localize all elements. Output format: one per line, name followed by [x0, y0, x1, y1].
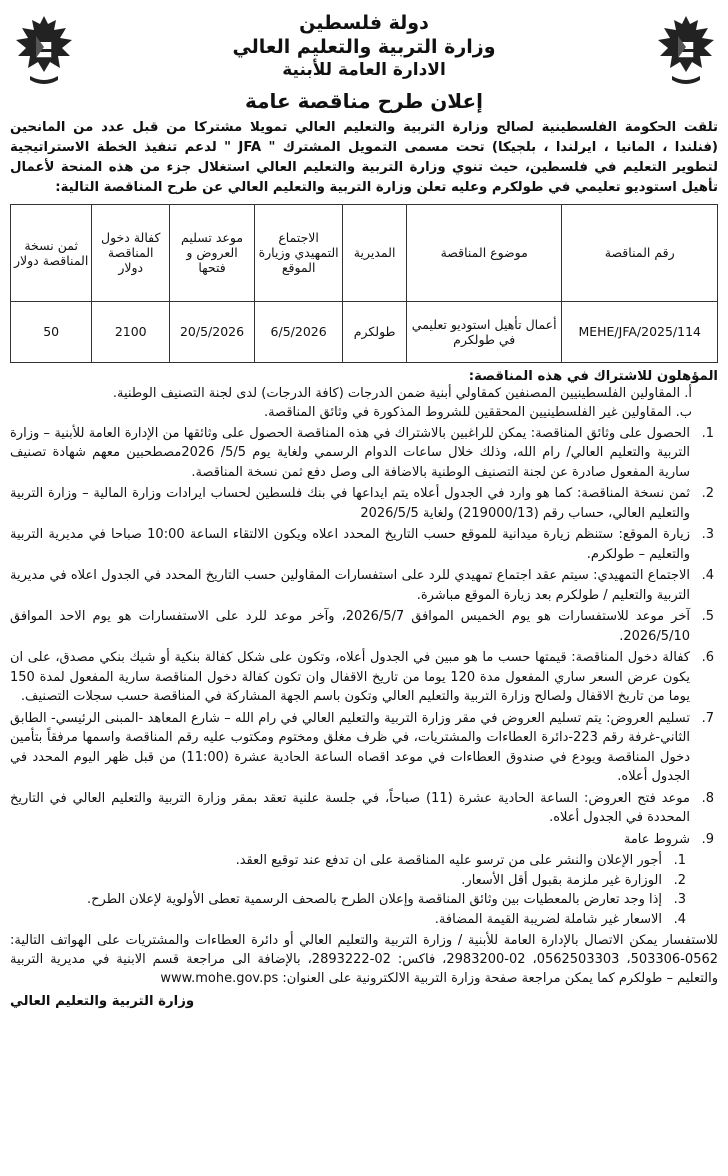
- header: [10, 12, 718, 114]
- item-text: موعد فتح العروض: الساعة الحادية عشرة (11) صباحاً، في جلسة علنية تعقد بمقر وزارة التربية والتعليم العالي في التاريخ المحددة في الجدول أعلاه.: [10, 790, 690, 826]
- announcement-title: إعلان طرح مناقصة عامة: [244, 88, 484, 113]
- col-bid-bond: كفالة دخول المناقصة دولار: [92, 204, 170, 301]
- eligible-title: المؤهلون للاشتراك في هذه المناقصة:: [468, 368, 718, 384]
- item-text: شروط عامة: [623, 831, 690, 847]
- item-number: 2.: [673, 872, 686, 888]
- list-item: [10, 484, 718, 523]
- item-number: 5.: [701, 609, 714, 625]
- item-text: إذا وجد تعارض بالمعطيات بين وثائق المناقصة وإعلان الطرح بالصحف الرسمية تعطى الأولوية لإعلان الطرح.: [87, 892, 662, 908]
- cell-directorate: طولكرم: [343, 301, 407, 362]
- col-tender-subject: موضوع المناقصة: [406, 204, 562, 301]
- contact-paragraph: للاستفسار يمكن الاتصال بالإدارة العامة للأبنية / وزارة التربية والتعليم العالي أو دائرة العطاءات والمشتريات على الهواتف التالية: 0562-503306، 0562503303، 02-2983200، فاكس: 02-2893222، بالإضافة الى مراجعة قسم الابنية في مديرية التربية والتعليم – طولكرم كما يمكن مراجعة صفحة وزارة التربية الالكترونية على العنوان: www.mohe.gov.ps: [10, 933, 719, 987]
- col-submission-date: موعد تسليم العروض و فتحها: [170, 204, 255, 301]
- list-item: [10, 830, 718, 850]
- list-item: [10, 525, 718, 564]
- item-text: كفالة دخول المناقصة: قيمتها حسب ما هو مبين في الجدول أعلاه، وتكون على شكل كفالة بنكية أو شيك بنكي مصدق، على ان يكون عرض السعر ساري المفعول مدة 120 يوما من تاريخ الاقفال وان تكون كفالة دخول المناقصة سارية المفعول لمدة 150 يوما من تاريخ الاقفال ولصالح وزارة التربية والتعليم العالي وتكون باسم الجهة المشاركة في المناقصة حسب سجلات التصنيف.: [10, 650, 690, 705]
- item-number: 4.: [701, 568, 714, 584]
- palestine-eagle-emblem-icon: [654, 10, 718, 90]
- col-preliminary-meeting: الاجتماع التمهيدي وزيارة الموقع: [254, 204, 342, 301]
- item-text: أجور الإعلان والنشر على من ترسو عليه المناقصة على ان تدفع عند توقيع العقد.: [235, 853, 662, 869]
- ministry-name: وزارة التربية والتعليم العالي: [232, 35, 496, 58]
- department-name: الادارة العامة للأبنية: [282, 59, 446, 80]
- palestine-eagle-emblem-icon: [12, 10, 76, 90]
- item-number: 1.: [701, 425, 714, 441]
- cell-tender-number: MEHE/JFA/2025/114: [562, 301, 718, 362]
- list-item: [10, 566, 718, 605]
- cell-tender-subject: أعمال تأهيل استوديو تعليمي في طولكرم: [406, 301, 562, 362]
- item-number: 8.: [701, 790, 714, 806]
- list-item: [10, 424, 718, 483]
- list-item: [10, 890, 690, 910]
- conditions-list: [10, 424, 718, 850]
- list-item: [10, 648, 718, 707]
- signature: وزارة التربية والتعليم العالي: [10, 994, 195, 1010]
- table-row: [11, 301, 718, 362]
- item-text: تسليم العروض: يتم تسليم العروض في مقر وزارة التربية والتعليم العالي في رام الله – شارع المعاهد -المبنى الرئيسي- الطابق الثاني-غرفة رقم 223-دائرة العطاءات والمشتريات، في ظرف مغلق ومختوم ومكتوب عليه رقم المناقصة واسمها مرفقاً بتأمين دخول المناقصة ويودع في صندوق العطاءات في موعد اقصاه الساعة الحادية عشرة (11:00) من قبل ظهر اليوم المحدد في الجدول أعلاه.: [10, 710, 691, 785]
- col-tender-number: رقم المناقصة: [562, 204, 718, 301]
- col-directorate: المديرية: [343, 204, 407, 301]
- item-text: الاجتماع التمهيدي: سيتم عقد اجتماع تمهيدي للرد على استفسارات المقاولين حسب التاريخ المحدد في الجدول اعلاه في مديرية التربية والتعليم / طولكرم بعد زيارة الموقع مباشرة.: [10, 568, 690, 603]
- eligible-item-a: أ. المقاولين الفلسطينيين المصنفين كمقاولي أبنية ضمن الدرجات (كافة الدرجات) لدى لجنة التصنيف الوطنية.: [112, 385, 692, 401]
- item-number: 7.: [701, 710, 714, 726]
- item-text: زيارة الموقع: ستنظم زيارة ميدانية للموقع حسب التاريخ المحدد اعلاه ويكون الالتقاء الساعة 10:00 صباحا في مديرية التربية والتعليم – طولكرم.: [10, 527, 691, 562]
- list-item: [10, 871, 690, 891]
- cell-submission-date: 20/5/2026: [170, 301, 255, 362]
- list-item: [10, 910, 690, 930]
- list-item: [10, 709, 718, 787]
- item-text: الحصول على وثائق المناقصة: يمكن للراغبين بالاشتراك في هذه المناقصة الحصول على وثائقها من الإدارة العامة للأبنية – وزارة التربية والتعليم العالي/ رام الله، وذلك خلال ساعات الدوام الرسمي ولغاية يوم 5/5/ 2026مصطحبين معهم شهادة تصنيف سارية المفعول صادرة عن لجنة التصنيف الوطنية بالاضافة الى وصل دفع ثمن نسخة المناقصة.: [10, 425, 691, 480]
- state-name: دولة فلسطين: [299, 12, 429, 34]
- item-number: 3.: [701, 527, 714, 543]
- item-number: 1.: [673, 853, 686, 869]
- col-copy-price: ثمن نسخة المناقصة دولار: [11, 204, 92, 301]
- item-number: 4.: [673, 911, 686, 927]
- item-text: آخر موعد للاستفسارات هو يوم الخميس الموافق 2026/5/7، وآخر موعد للرد على الاستفسارات هو يوم الاحد الموافق 2026/5/10.: [10, 609, 690, 644]
- item-number: 2.: [701, 486, 714, 502]
- item-number: 6.: [701, 650, 714, 666]
- item-text: الاسعار غير شاملة لضريبة القيمة المضافة.: [434, 911, 662, 927]
- cell-bid-bond: 2100: [92, 301, 170, 362]
- cell-preliminary-meeting: 6/5/2026: [254, 301, 342, 362]
- item-number: 9.: [701, 831, 714, 847]
- item-text: ثمن نسخة المناقصة: كما هو وارد في الجدول أعلاه يتم ايداعها في بنك فلسطين لحساب ايرادات وزارة المالية – وزارة التربية والتعليم العالي، حساب رقم (219000/13) ولغاية 2026/5/5: [10, 486, 690, 521]
- cell-copy-price: 50: [11, 301, 92, 362]
- table-header-row: [11, 204, 718, 301]
- list-item: [10, 607, 718, 646]
- list-item: [10, 851, 690, 871]
- item-number: 3.: [673, 892, 686, 908]
- item-text: الوزارة غير ملزمة بقبول أقل الأسعار.: [461, 872, 662, 888]
- eligible-item-b: ب. المقاولين غير الفلسطينيين المحققين للشروط المذكورة في وثائق المناقصة.: [263, 404, 692, 420]
- general-conditions-list: [10, 851, 718, 929]
- intro-paragraph: تلقت الحكومة الفلسطينية لصالح وزارة التربية والتعليم العالي تمويلا مشتركا من قبل عدد من المانحين (فنلندا ، المانيا ، ايرلندا ، بلجيكا) تحت مسمى التمويل المشترك " JFA " لدعم تنفيذ الخطة الاستراتيجية لتطوير التعليم في فلسطين، حيث تنوي وزارة التربية والتعليم العالي استغلال جزء من هذه المنحة لأعمال تأهيل استوديو تعليمي في طولكرم وعليه تعلن وزارة التربية والتعليم العالي عن طرح المناقصة التالية:: [10, 119, 719, 195]
- list-item: [10, 789, 718, 828]
- tender-table: [10, 204, 718, 363]
